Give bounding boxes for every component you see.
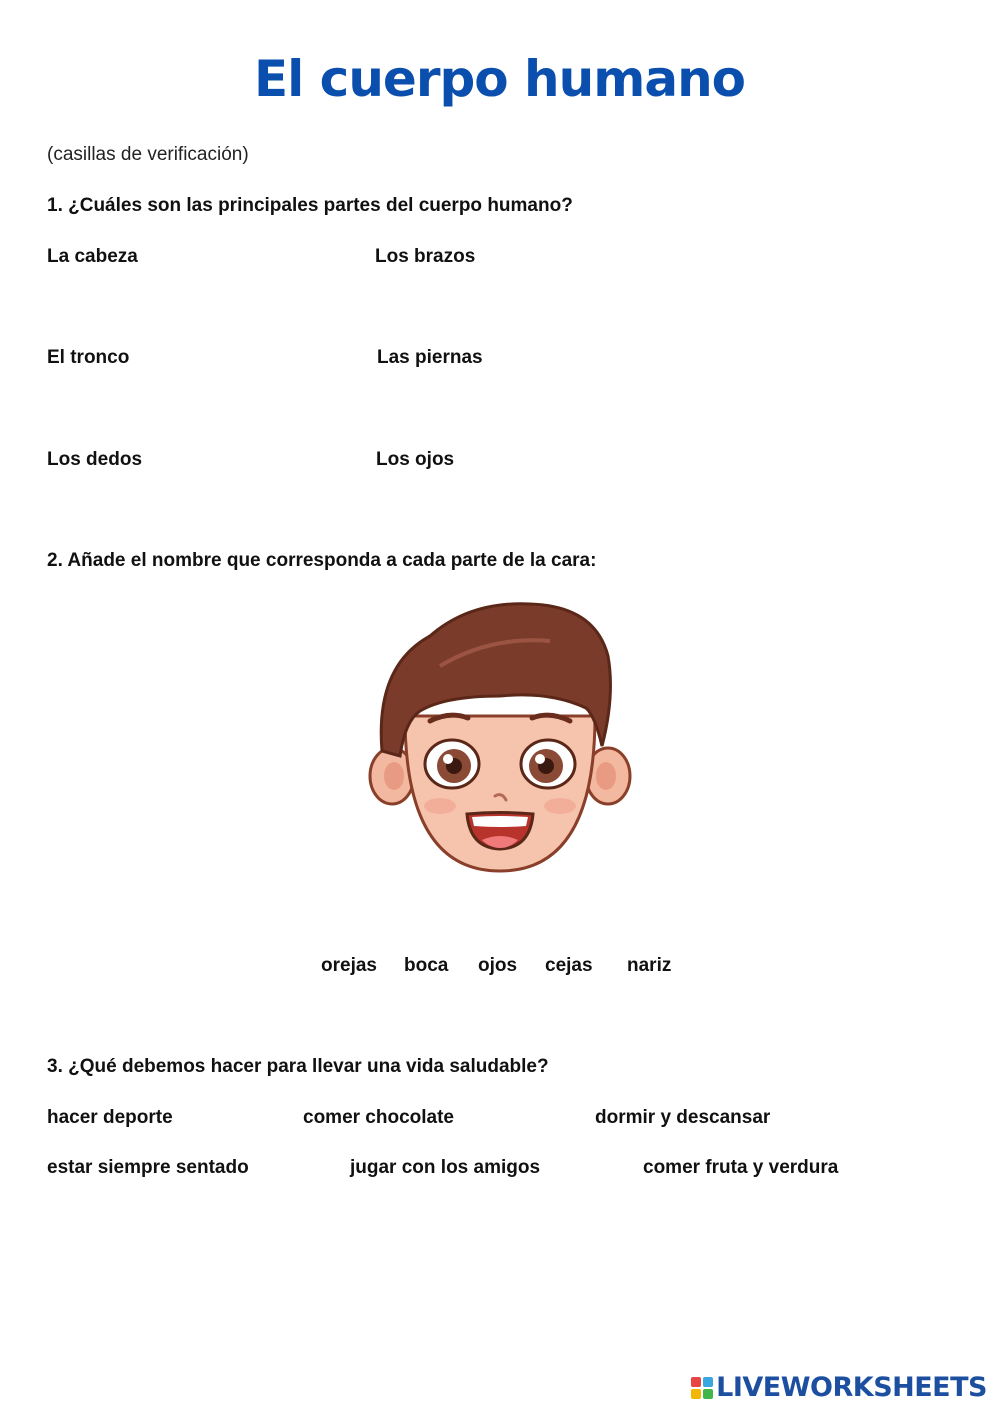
logo-tile-2: [703, 1377, 713, 1387]
q1-option-las-piernas[interactable]: Las piernas: [377, 347, 483, 368]
word-boca[interactable]: boca: [404, 955, 449, 976]
question-1: 1. ¿Cuáles son las principales partes del cuerpo humano?: [47, 195, 573, 216]
q1-option-el-tronco[interactable]: El tronco: [47, 347, 130, 368]
word-ojos[interactable]: ojos: [478, 955, 518, 976]
q3-option-jugar-con-los-amigos[interactable]: jugar con los amigos: [350, 1157, 541, 1178]
q1-option-los-dedos[interactable]: Los dedos: [47, 449, 143, 470]
boy-face-illustration: [350, 596, 650, 876]
logo-tile-1: [691, 1377, 701, 1387]
question-2: 2. Añade el nombre que corresponda a cada parte de la cara:: [47, 550, 597, 571]
q1-option-los-brazos[interactable]: Los brazos: [375, 246, 476, 267]
q3-option-comer-fruta-y-verdura[interactable]: comer fruta y verdura: [643, 1157, 839, 1178]
q1-option-la-cabeza[interactable]: La cabeza: [47, 246, 138, 267]
word-orejas[interactable]: orejas: [321, 955, 377, 976]
q1-option-los-ojos[interactable]: Los ojos: [376, 449, 455, 470]
word-cejas[interactable]: cejas: [545, 955, 593, 976]
page-title: El cuerpo humano: [253, 50, 746, 108]
logo-text: LIVEWORKSHEETS: [716, 1372, 987, 1403]
question-3: 3. ¿Qué debemos hacer para llevar una vida saludable?: [47, 1056, 549, 1077]
logo-tile-4: [703, 1389, 713, 1399]
q3-option-comer-chocolate[interactable]: comer chocolate: [303, 1107, 454, 1128]
q3-option-estar-siempre-sentado[interactable]: estar siempre sentado: [47, 1157, 249, 1178]
word-nariz[interactable]: nariz: [627, 955, 672, 976]
logo-tile-3: [691, 1389, 701, 1399]
liveworksheets-logo: [691, 1372, 987, 1403]
q3-option-dormir-y-descansar[interactable]: dormir y descansar: [595, 1107, 771, 1128]
page-subtitle: (casillas de verificación): [47, 144, 249, 165]
logo-tiles-icon: [691, 1377, 713, 1399]
face-icon: [350, 596, 650, 876]
q3-option-hacer-deporte[interactable]: hacer deporte: [47, 1107, 173, 1128]
